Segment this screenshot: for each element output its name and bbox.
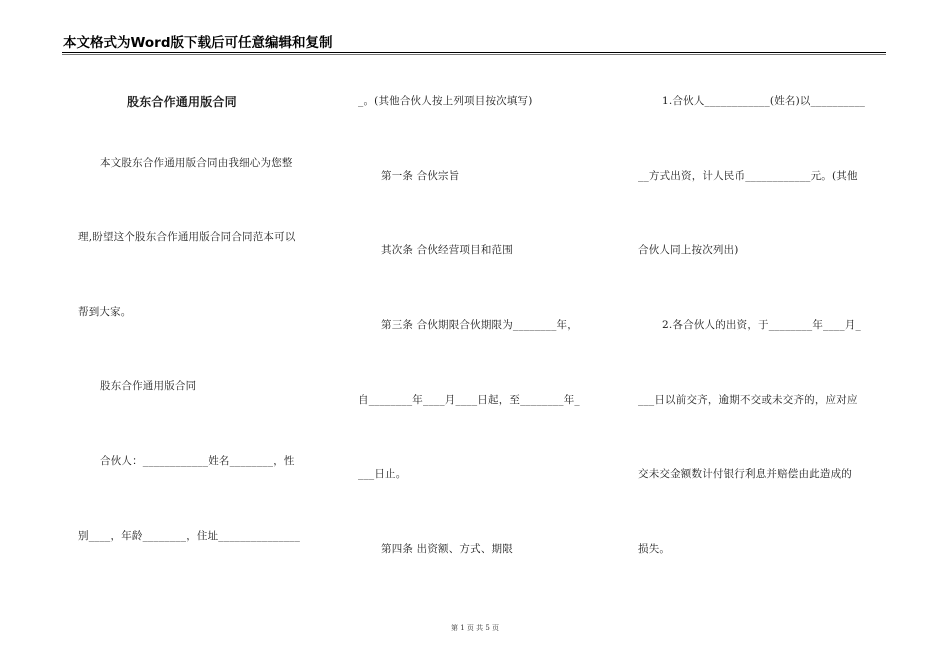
paragraph-line: ___日以前交齐，逾期不交或未交齐的，应对应 <box>638 394 858 406</box>
header-rule <box>62 52 886 53</box>
paragraph-line: 合伙人同上按次列出) <box>638 244 739 256</box>
section-heading: 第三条 合伙期限合伙期限为________年， <box>381 319 578 331</box>
section-heading: 其次条 合伙经营项目和范围 <box>381 244 513 256</box>
document-title: 股东合作通用版合同 <box>127 95 237 109</box>
paragraph-line: ___日止。 <box>358 468 407 480</box>
paragraph-line: 股东合作通用版合同 <box>100 380 197 392</box>
paragraph-line: 别____，年龄________，住址_______________ <box>78 530 301 542</box>
paragraph-line: 自________年____月____日起，至________年_ <box>358 394 580 406</box>
paragraph-line: _。(其他合伙人按上列项目按次填写) <box>358 95 533 107</box>
paragraph-line: 本文股东合作通用版合同由我细心为您整 <box>100 157 293 169</box>
paragraph-line: 1.合伙人____________(姓名)以__________ <box>662 95 866 107</box>
section-heading: 第一条 合伙宗旨 <box>381 170 460 182</box>
header-rule-thin <box>62 54 886 55</box>
paragraph-line: 合伙人：____________姓名________，性 <box>100 455 295 467</box>
paragraph-line: 2.各合伙人的出资，于________年____月_ <box>662 319 861 331</box>
page-number: 第 1 页 共 5 页 <box>450 624 500 632</box>
paragraph-line: 交未交金额数计付银行利息并赔偿由此造成的 <box>638 468 852 480</box>
document-header: 本文格式为Word版下载后可任意编辑和复制 <box>63 35 333 51</box>
section-heading: 第四条 出资额、方式、期限 <box>381 543 513 555</box>
paragraph-line: 理,盼望这个股东合作通用版合同合同范本可以 <box>78 231 296 243</box>
paragraph-line: __方式出资，计人民币____________元。(其他 <box>638 170 858 182</box>
paragraph-line: 损失。 <box>638 543 671 555</box>
paragraph-line: 帮到大家。 <box>78 306 132 318</box>
